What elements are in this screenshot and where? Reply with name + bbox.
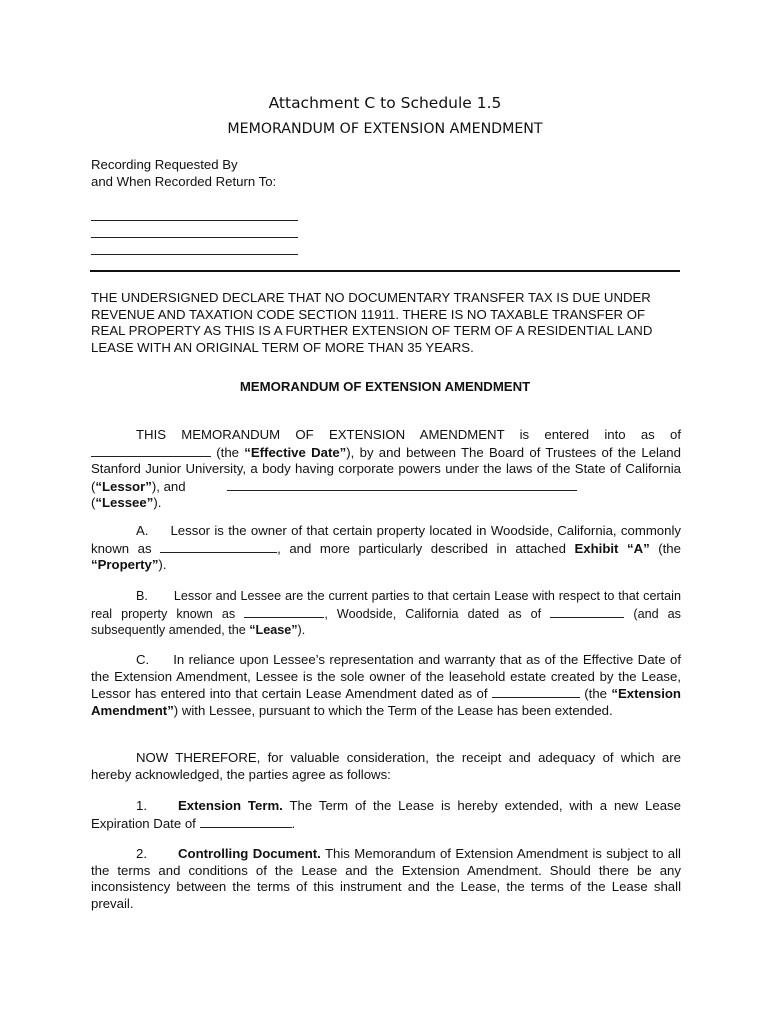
intro-paragraph: THIS MEMORANDUM OF EXTENSION AMENDMENT is entered into as of (the “Effective Date”), by and between The Board of Trustees of the Leland Stanford Junior University, a body having corporate powers under the laws of the State of California (“Lessor”), and (“Lessee”). — [91, 427, 681, 510]
exhibit-a-term: Exhibit “A” — [574, 540, 650, 556]
attachment-title: Attachment C to Schedule 1.5 — [268, 94, 502, 112]
lease-term: “Lease” — [249, 623, 298, 637]
return-address-blanks — [91, 205, 298, 256]
recital-c-label: C. — [136, 652, 150, 667]
property-term: “Property” — [91, 557, 159, 572]
amendment-date-blank — [492, 685, 580, 698]
common-name-blank — [160, 540, 277, 553]
lessor-term: “Lessor” — [95, 478, 152, 494]
tax-declaration: THE UNDERSIGNED DECLARE THAT NO DOCUMENTARY TRANSFER TAX IS DUE UNDER REVENUE AND TAXATION CODE SECTION 11911. THERE IS NO TAXABLE TRANSFER OF REAL PROPERTY AS THIS IS A FURTHER EXTENSION OF TERM OF A RESIDENTIAL LAND LEASE WITH AN ORIGINAL TERM OF MORE THAN 35 YEARS. — [91, 290, 653, 355]
effective-date-term: “Effective Date” — [244, 444, 347, 460]
section-1: 1. Extension Term. The Term of the Lease is hereby extended, with a new Lease Expiration Date of . — [91, 798, 681, 831]
property-known-as-blank — [244, 605, 324, 618]
section-heading: MEMORANDUM OF EXTENSION AMENDMENT — [239, 379, 531, 394]
section-2-heading: Controlling Document. — [178, 846, 321, 861]
now-therefore-paragraph: NOW THEREFORE, for valuable consideration, the receipt and adequacy of which are hereby acknowledged, the parties agree as follows: — [91, 750, 681, 782]
intro-text-a: THIS MEMORANDUM OF EXTENSION AMENDMENT is entered into as of — [136, 427, 681, 442]
recording-block — [91, 157, 276, 190]
recital-a-label: A. — [136, 523, 149, 538]
recital-b-label: B. — [136, 589, 148, 603]
horizontal-rule — [90, 270, 680, 272]
recital-b: B. Lessor and Lessee are the current parties to that certain Lease with respect to that certain real property known as , Woodside, California dated as of (and as subsequently amended, the “Lease”). — [91, 589, 681, 637]
lessee-name-blank — [227, 478, 577, 491]
recital-c: C. In reliance upon Lessee’s representation and warranty that as of the Effective Date of the Extension Amendment, Lessee is the sole owner of the leasehold estate created by the Lease, Lessor has entered into that certain Lease Amendment dated as of (the “Extension Amendment”) with Lessee, pursuant to which the Term of the Lease has been extended. — [91, 652, 681, 718]
return-address-line — [91, 222, 298, 238]
return-address-line — [91, 205, 298, 221]
section-1-heading: Extension Term. — [178, 798, 283, 813]
section-2-number: 2. — [136, 846, 147, 861]
section-2: 2. Controlling Document. This Memorandum of Extension Amendment is subject to all the terms and conditions of the Lease and the Extension Amendment. Should there be any inconsistency between the terms of this instrument and the Lease, the terms of the Lease shall prevail. — [91, 846, 681, 911]
effective-date-blank — [91, 444, 211, 457]
lessee-term: “Lessee” — [95, 495, 154, 510]
extension-amendment-term: “Extension Amendment” — [91, 686, 681, 718]
recording-line-1: Recording Requested By — [91, 157, 238, 172]
lease-date-blank — [550, 605, 624, 618]
recital-a: A. Lessor is the owner of that certain property located in Woodside, California, commonly known as , and more particularly described in attached Exhibit “A” (the “Property”). — [91, 523, 681, 572]
expiration-date-blank — [200, 815, 292, 828]
return-address-line — [91, 239, 298, 255]
section-1-number: 1. — [136, 798, 147, 813]
recording-line-2: and When Recorded Return To: — [91, 173, 277, 189]
memo-title: MEMORANDUM OF EXTENSION AMENDMENT — [227, 121, 543, 137]
